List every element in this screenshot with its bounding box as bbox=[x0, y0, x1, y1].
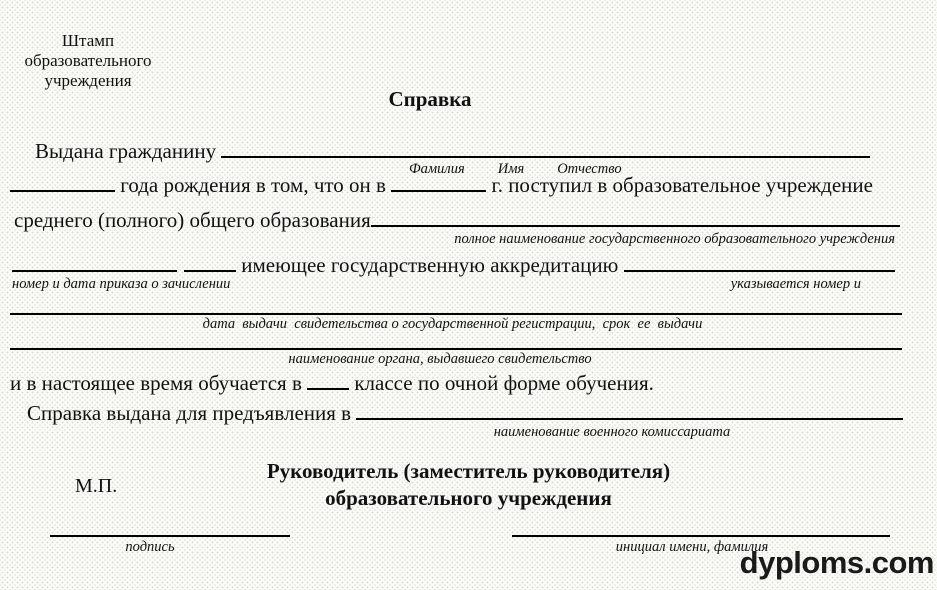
commissariat-blank bbox=[356, 414, 903, 420]
patronymic-caption: Отчество bbox=[557, 161, 622, 177]
order-date-blank bbox=[184, 266, 236, 272]
commissariat-caption: наименование военного комиссариата bbox=[493, 424, 731, 440]
study-row bbox=[10, 371, 654, 396]
stamp-block bbox=[17, 31, 159, 91]
site-watermark: dyploms.com bbox=[739, 545, 934, 580]
stamp-line-2: образовательного bbox=[24, 51, 152, 70]
seal-place-label: М.П. bbox=[75, 475, 118, 497]
director-name-caption: инициал имени, фамилия bbox=[615, 539, 769, 555]
institution-caption: полное наименование государственного образовательного учреждения bbox=[454, 231, 895, 247]
stamp-line-3: учреждения bbox=[44, 71, 132, 90]
enrollment-year-blank bbox=[391, 186, 486, 192]
birth-enrollment-row bbox=[10, 173, 873, 198]
education-label: среднего (полного) общего образования bbox=[14, 208, 371, 232]
director-name-blank bbox=[512, 517, 890, 537]
enrollment-line-text: г. поступил в образовательное учреждение bbox=[486, 173, 873, 197]
registration-caption: дата выдачи свидетельства о государственной регистрации, срок ее выдачи bbox=[202, 316, 703, 332]
signature-header-line-2: образовательного учреждения bbox=[325, 486, 612, 510]
full-name-blank bbox=[221, 152, 870, 158]
order-number-blank bbox=[12, 266, 177, 272]
authority-caption: наименование органа, выдавшего свидетельство bbox=[288, 351, 592, 367]
surname-caption: Фамилия bbox=[409, 161, 465, 177]
signature-caption: подпись bbox=[125, 539, 175, 555]
order-caption: номер и дата приказа о зачислении bbox=[12, 276, 231, 292]
education-row bbox=[14, 208, 900, 233]
institution-name-blank bbox=[371, 221, 900, 227]
signature-header-line-1: Руководитель (заместитель руководителя) bbox=[266, 459, 671, 483]
study-label-1: и в настоящее время обучается в bbox=[10, 371, 308, 395]
birth-line-text: года рождения в том, что он в bbox=[115, 173, 392, 197]
document-title: Справка bbox=[388, 87, 472, 111]
accreditation-row bbox=[12, 253, 895, 278]
accreditation-caption: указывается номер и bbox=[730, 276, 861, 292]
name-caption: Имя bbox=[497, 161, 525, 177]
issued-to-label: Выдана гражданину bbox=[35, 139, 222, 163]
birth-year-blank bbox=[10, 186, 115, 192]
authority-blank bbox=[10, 330, 902, 350]
class-number-blank bbox=[307, 384, 349, 390]
stamp-line-1: Штамп bbox=[61, 31, 115, 50]
presentation-row bbox=[27, 401, 903, 426]
signature-header bbox=[0, 458, 937, 512]
accreditation-label: имеющее государственную аккредитацию bbox=[236, 253, 624, 277]
accreditation-blank bbox=[624, 266, 895, 272]
registration-blank bbox=[10, 295, 902, 315]
signature-blank bbox=[50, 517, 290, 537]
presentation-label: Справка выдана для предъявления в bbox=[27, 401, 357, 425]
study-label-2: классе по очной форме обучения. bbox=[349, 371, 654, 395]
